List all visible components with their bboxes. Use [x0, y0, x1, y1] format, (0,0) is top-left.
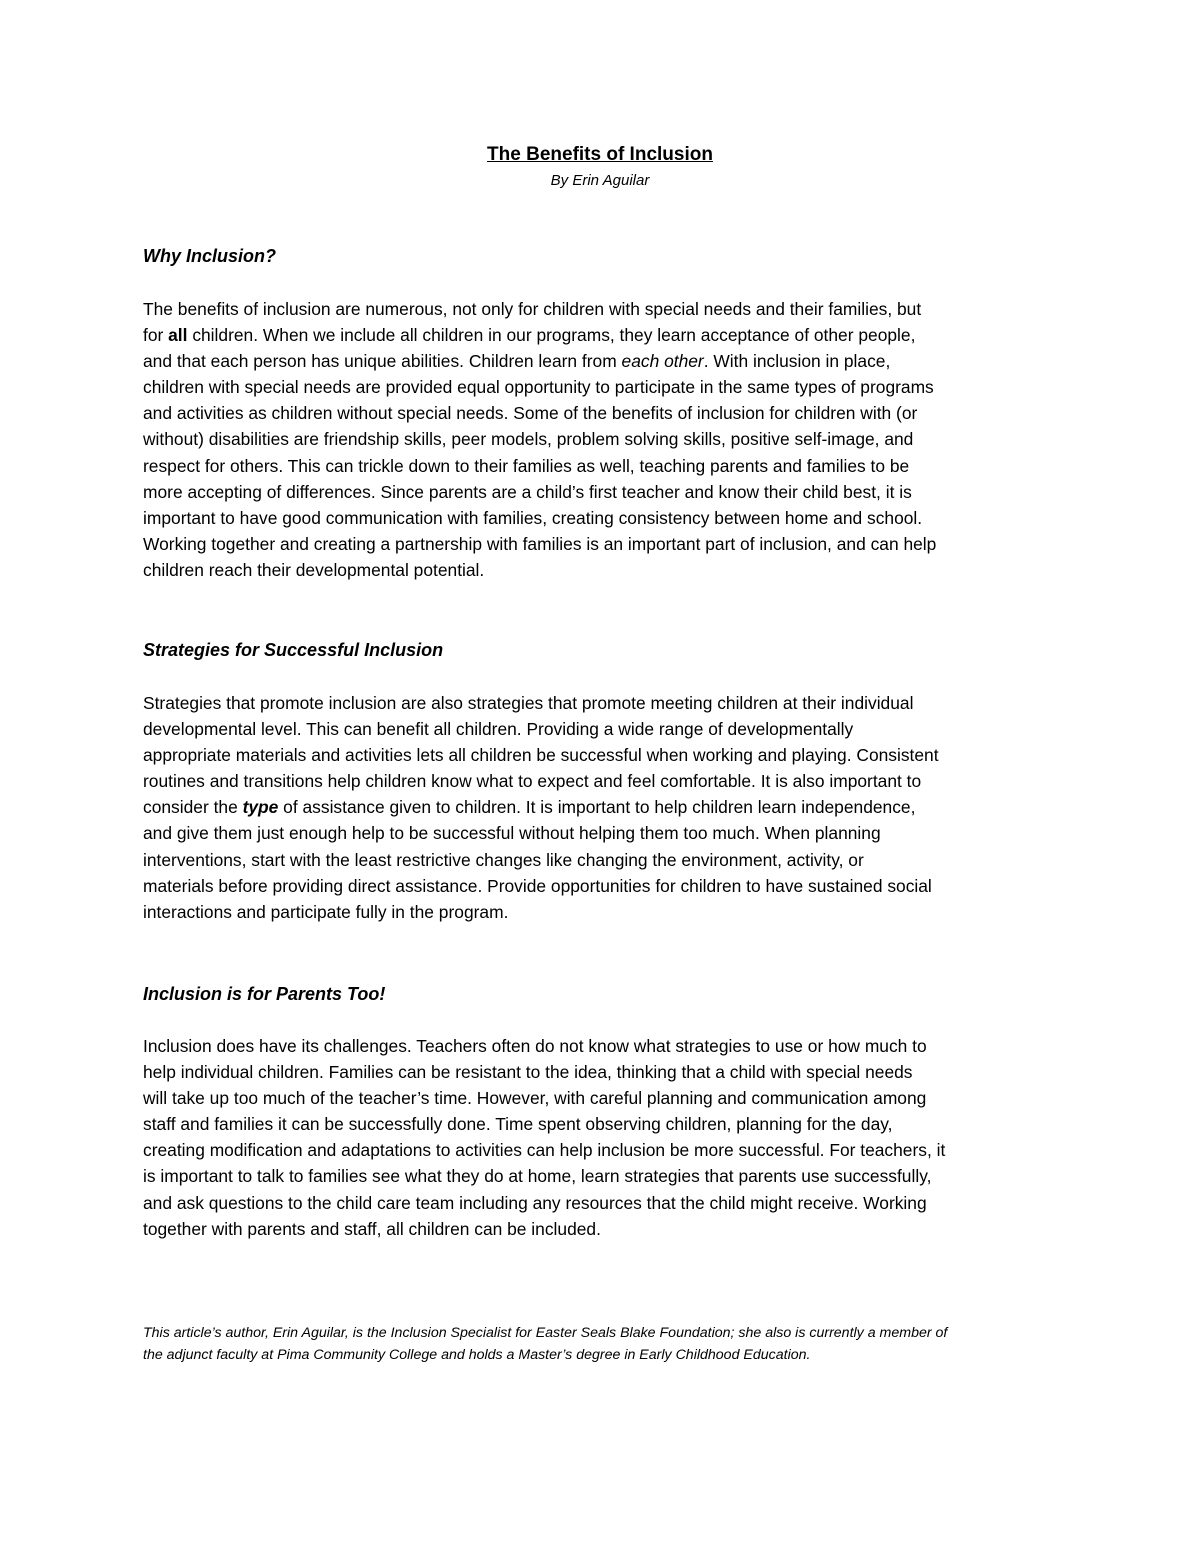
paragraph-line: routines and transitions help children know what to expect and feel comfortable. It is also important to — [143, 771, 922, 792]
document-byline: By Erin Aguilar — [550, 172, 650, 189]
paragraph-line: and that each person has unique abilities. Children learn from each other. With inclusion in place, — [143, 351, 891, 372]
paragraph-line: important to have good communication with families, creating consistency between home and school. — [143, 507, 923, 528]
paragraph-line: developmental level. This can benefit all children. Providing a wide range of developmentally — [143, 719, 854, 740]
section-paragraph-why-inclusion — [143, 296, 1063, 583]
paragraph-line: appropriate materials and activities lets all children be successful when working and playing. Consistent — [143, 745, 939, 766]
author-note-line: This article’s author, Erin Aguilar, is the Inclusion Specialist for Easter Seals Blake Foundation; she also is currently a member of — [143, 1325, 948, 1341]
paragraph-line: consider the type of assistance given to children. It is important to help children learn independence, — [143, 797, 916, 818]
section-heading-why-inclusion: Why Inclusion? — [143, 246, 276, 266]
paragraph-line: interactions and participate fully in the program. — [143, 901, 509, 922]
paragraph-line: children reach their developmental potential. — [143, 559, 485, 580]
section-paragraph-parents — [143, 1033, 1063, 1242]
paragraph-line: Strategies that promote inclusion are also strategies that promote meeting children at their individual — [143, 693, 914, 713]
paragraph-line: creating modification and adaptations to activities can help inclusion be more successful. For teachers, it — [143, 1140, 946, 1161]
document-title: The Benefits of Inclusion — [487, 144, 713, 165]
paragraph-line: and ask questions to the child care team including any resources that the child might receive. Working — [143, 1192, 927, 1213]
section-heading-strategies: Strategies for Successful Inclusion — [143, 640, 444, 660]
paragraph-line: and activities as children without special needs. Some of the benefits of inclusion for children with (or — [143, 403, 918, 424]
paragraph-line: together with parents and staff, all children can be included. — [143, 1218, 601, 1239]
paragraph-line: staff and families it can be successfully done. Time spent observing children, planning for the day, — [143, 1114, 893, 1135]
paragraph-line: The benefits of inclusion are numerous, not only for children with special needs and their families, but — [143, 299, 922, 319]
paragraph-line: children with special needs are provided equal opportunity to participate in the same types of programs — [143, 377, 934, 398]
paragraph-line: without) disabilities are friendship skills, peer models, problem solving skills, positive self-image, and — [143, 429, 914, 450]
paragraph-line: Inclusion does have its challenges. Teachers often do not know what strategies to use or how much to — [143, 1036, 927, 1056]
paragraph-line: interventions, start with the least restrictive changes like changing the environment, activity, or — [143, 849, 864, 870]
author-note — [143, 1322, 1063, 1366]
paragraph-line: Working together and creating a partnership with families is an important part of inclusion, and can help — [143, 533, 937, 554]
paragraph-line: respect for others. This can trickle down to their families as well, teaching parents and families to be — [143, 455, 910, 476]
author-note-line: the adjunct faculty at Pima Community College and holds a Master’s degree in Early Childhood Education. — [143, 1347, 811, 1363]
section-paragraph-strategies — [143, 690, 1063, 925]
paragraph-line: will take up too much of the teacher’s time. However, with careful planning and communication among — [143, 1088, 927, 1109]
section-heading-parents: Inclusion is for Parents Too! — [143, 984, 386, 1004]
paragraph-line: is important to talk to families see what they do at home, learn strategies that parents use successfully, — [143, 1166, 932, 1187]
paragraph-line: and give them just enough help to be successful without helping them too much. When planning — [143, 823, 881, 844]
paragraph-line: help individual children. Families can be resistant to the idea, thinking that a child with special needs — [143, 1062, 913, 1083]
paragraph-line: for all children. When we include all children in our programs, they learn acceptance of other people, — [143, 325, 916, 346]
paragraph-line: materials before providing direct assistance. Provide opportunities for children to have sustained social — [143, 875, 932, 896]
paragraph-line: more accepting of differences. Since parents are a child’s first teacher and know their child best, it is — [143, 481, 912, 502]
